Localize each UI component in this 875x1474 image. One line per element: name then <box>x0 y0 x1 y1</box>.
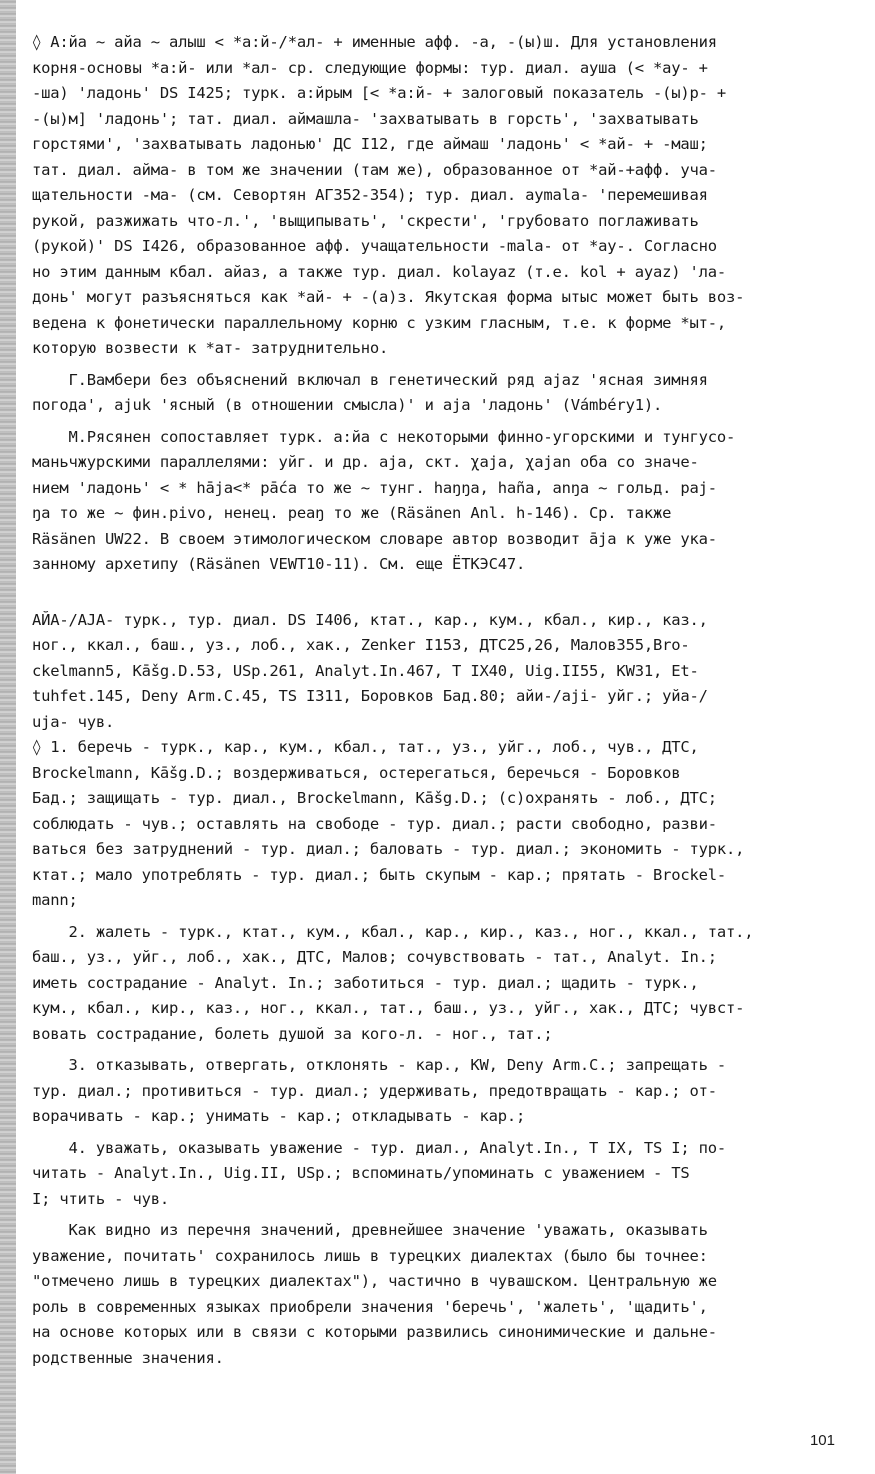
text-line: кум., кбал., кир., каз., ног., ккал., тат., баш., уз., уйг., хак., ДТС; чувст- <box>32 999 745 1017</box>
text-line: рукой, разжижать что-л.', 'выщипывать', 'скрести', 'грубовато поглаживать <box>32 211 699 230</box>
text-line: соблюдать - чув.; оставлять на свободе - тур. диал.; расти свободно, разви- <box>32 814 717 833</box>
text-line: 4. уважать, оказывать уважение - тур. диал., Analyt.In., T IX, TS I; по- <box>32 1138 727 1157</box>
text-line: mann; <box>32 891 78 909</box>
text-line: щательности -ма- (см. Севортян АГ352-354); тур. диал. aymala- 'перемешивая <box>32 186 708 204</box>
sense-3 <box>32 1053 850 1130</box>
text-line: донь' могут разъясняться как *ай- + -(а)з. Якутская форма ытыс может быть воз- <box>32 288 745 306</box>
text-line: uja- чув. <box>32 712 115 731</box>
page-number: 101 <box>809 1432 835 1449</box>
vambery-paragraph <box>32 368 850 419</box>
text-line: ктат.; мало употреблять - тур. диал.; быть скупым - кар.; прятать - Brockel- <box>32 865 727 884</box>
text-line: иметь сострадание - Analyt. In.; заботиться - тур. диал.; щадить - турк., <box>32 973 699 992</box>
sense-4 <box>32 1136 850 1213</box>
text-line: I; чтить - чув. <box>32 1189 169 1208</box>
text-line: вовать сострадание, болеть душой за кого-л. - ног., тат.; <box>32 1024 553 1043</box>
text-line: 3. отказывать, отвергать, отклонять - кар., KW, Deny Arm.C.; запрещать - <box>32 1056 727 1074</box>
text-line: "отмечено лишь в турецких диалектах"), частично в чувашском. Центральную же <box>32 1272 717 1290</box>
text-line: тур. диал.; противиться - тур. диал.; удерживать, предотвращать - кар.; от- <box>32 1081 717 1100</box>
text-line: Бад.; защищать - тур. диал., Brockelmann, Kāšg.D.; (с)охранять - лоб., ДТС; <box>32 789 717 807</box>
text-line: ваться без затруднений - тур. диал.; баловать - тур. диал.; экономить - турк., <box>32 840 745 858</box>
text-line: ◊ А:йа ~ айа ~ алыш < *а:й-/*ал- + именные афф. -а, -(ы)ш. Для установления <box>32 33 717 51</box>
aya-entry-header <box>32 608 850 736</box>
text-line: (рукой)' DS I426, образованное афф. учащательности -mala- от *ay-. Согласно <box>32 237 717 255</box>
text-line: тат. диал. айма- в том же значении (там же), образованное от *ай-+афф. уча- <box>32 160 717 179</box>
sense-1 <box>32 735 850 914</box>
text-line: баш., уз., уйг., лоб., хак., ДТС, Малов; сочувствовать - тат., Analyt. In.; <box>32 948 717 966</box>
text-line: нием 'ладонь' < * hāja<* pāća то же ~ тунг. haŋŋa, haña, anŋa ~ гольд. paj- <box>32 478 717 497</box>
etymology-paragraph <box>32 30 850 362</box>
text-line: которую возвести к *ат- затруднительно. <box>32 339 389 357</box>
text-line: корня-основы *а:й- или *ал- ср. следующие формы: тур. диал. ауша (< *ау- + <box>32 58 708 77</box>
text-line: погода', ajuk 'ясный (в отношении смысла)' и aja 'ладонь' (Vámbéry1). <box>32 396 663 414</box>
text-line: АЙА-/AJA- турк., тур. диал. DS I406, ктат., кар., кум., кбал., кир., каз., <box>32 610 708 629</box>
text-line: ◊ 1. беречь - турк., кар., кум., кбал., тат., уз., уйг., лоб., чув., ДТС, <box>32 738 699 756</box>
rasanen-paragraph <box>32 425 850 578</box>
text-line: читать - Analyt.In., Uig.II, USp.; вспоминать/упоминать с уважением - TS <box>32 1164 690 1182</box>
text-line: 2. жалеть - турк., ктат., кум., кбал., кар., кир., каз., ног., ккал., тат., <box>32 922 754 941</box>
text-line: Г.Вамбери без объяснений включал в генетический ряд ajaz 'ясная зимняя <box>32 370 708 389</box>
text-line: -(ы)м] 'ладонь'; тат. диал. аймашла- 'захватывать в горсть', 'захватывать <box>32 109 699 128</box>
text-line: Как видно из перечня значений, древнейшее значение 'уважать, оказывать <box>32 1221 708 1239</box>
text-line: М.Рясянен сопоставляет турк. а:йа с некоторыми финно-угорскими и тунгусо- <box>32 427 736 446</box>
text-line: роль в современных языках приобрели значения 'беречь', 'жалеть', 'щадить', <box>32 1297 708 1316</box>
text-line: но этим данным кбал. айаз, а также тур. диал. kolayaz (т.е. kol + ayaz) 'ла- <box>32 262 727 281</box>
text-line: -ша) 'ладонь' DS I425; турк. а:йрым [< *а:й- + залоговый показатель -(ы)р- + <box>32 84 727 102</box>
text-line: маньчжурскими параллелями: уйг. и др. aja, скт. χaja, χajan оба со значе- <box>32 453 699 471</box>
text-line: ворачивать - кар.; унимать - кар.; откладывать - кар.; <box>32 1107 526 1125</box>
text-line: родственные значения. <box>32 1348 224 1367</box>
text-line: ног., ккал., баш., уз., лоб., хак., Zenker I153, ДТС25,26, Малов355,Bro- <box>32 636 690 654</box>
text-line: занному архетипу (Räsänen VEWT10-11). См. еще ЁТКЭС47. <box>32 555 526 573</box>
text-line: на основе которых или в связи с которыми развились синонимические и дальне- <box>32 1323 717 1341</box>
text-line: горстями', 'захватывать ладонью' ДС I12, где аймаш 'ладонь' < *ай- + -маш; <box>32 135 708 153</box>
text-line: уважение, почитать' сохранилось лишь в турецких диалектах (было бы точнее: <box>32 1246 708 1265</box>
scan-margin-strip <box>0 0 16 1474</box>
document-page <box>32 30 850 1371</box>
text-line: ckelmann5, Kāšg.D.53, USp.261, Analyt.In.467, T IX40, Uig.II55, KW31, Et- <box>32 661 699 680</box>
text-line: tuhfet.145, Deny Arm.C.45, TS I311, Боровков Бад.80; айи-/aji- уйг.; уйа-/ <box>32 687 708 705</box>
sense-2 <box>32 920 850 1048</box>
conclusion-paragraph <box>32 1218 850 1371</box>
text-line: ведена к фонетически параллельному корню с узким гласным, т.е. к форме *ыт-, <box>32 313 727 332</box>
text-line: Brockelmann, Kāšg.D.; воздерживаться, остерегаться, беречься - Боровков <box>32 763 681 782</box>
text-line: ŋa то же ~ фин.pivo, ненец. peaŋ то же (Räsänen Anl. h-146). Ср. также <box>32 504 672 522</box>
text-line: Räsänen UW22. В своем этимологическом словаре автор возводит āja к уже ука- <box>32 529 717 548</box>
